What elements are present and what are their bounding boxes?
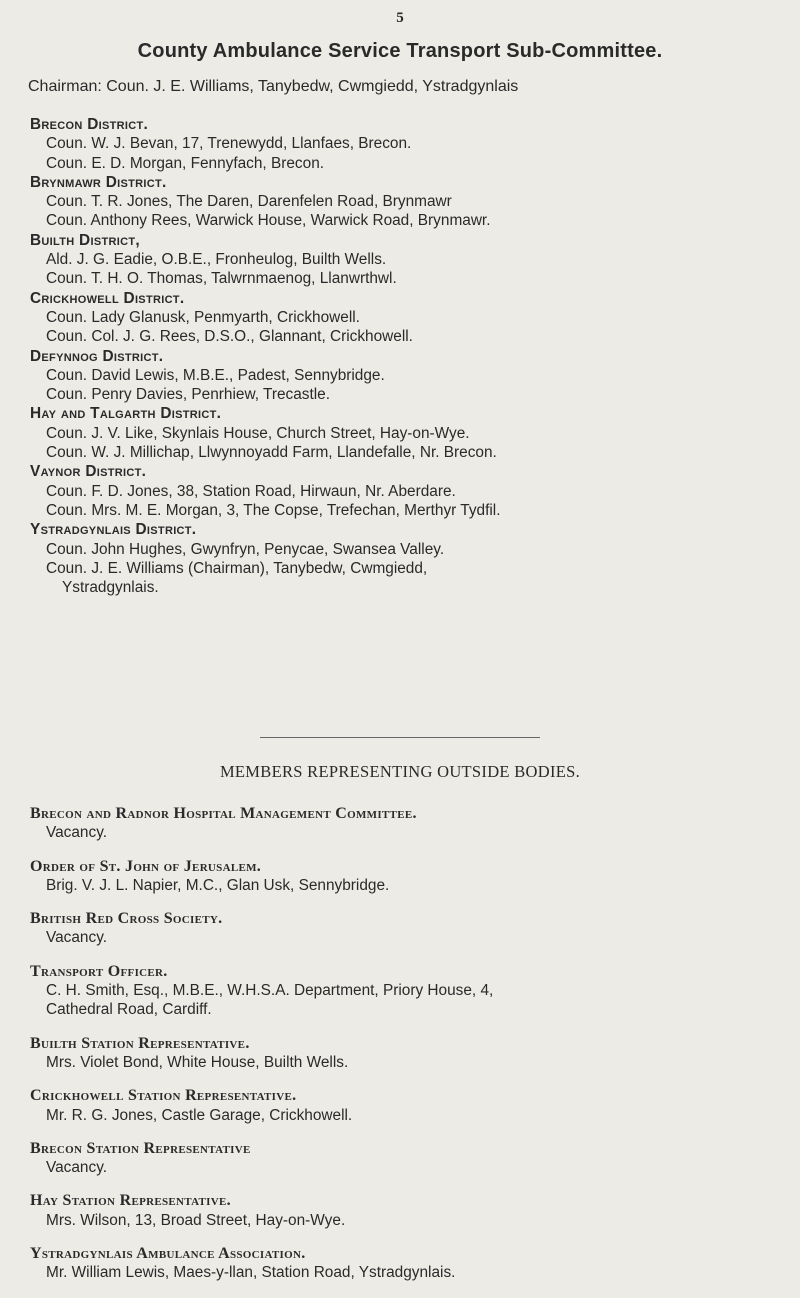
outside-body-line: Brig. V. J. L. Napier, M.C., Glan Usk, Sennybridge. — [46, 876, 390, 894]
outside-body-line: Mr. R. G. Jones, Castle Garage, Crickhowell. — [46, 1106, 353, 1124]
member-entry: Coun. Mrs. M. E. Morgan, 3, The Copse, Trefechan, Merthyr Tydfil. — [46, 501, 501, 519]
district-heading: Ystradgynlais District. — [30, 521, 197, 539]
district-heading: Crickhowell District. — [30, 289, 185, 307]
district-heading: Hay and Talgarth District. — [30, 405, 222, 423]
outside-body — [30, 1034, 790, 1073]
outside-body — [30, 1244, 790, 1283]
outside-body-name: Builth Station Representative. — [30, 1034, 250, 1052]
outside-body — [30, 1139, 790, 1178]
outside-bodies-heading: MEMBERS REPRESENTING OUTSIDE BODIES. — [219, 762, 581, 781]
outside-body-name: Order of St. John of Jerusalem. — [30, 857, 262, 875]
member-entry: Coun. Lady Glanusk, Penmyarth, Crickhowell. — [46, 308, 360, 326]
member-entry-continuation: Ystradgynlais. — [62, 579, 159, 597]
district-ystradgynlais — [30, 520, 790, 597]
member-entry: Coun. W. J. Bevan, 17, Trenewydd, Llanfaes, Brecon. — [46, 135, 412, 153]
district-list — [30, 115, 790, 597]
district-heading: Brynmawr District. — [30, 173, 167, 191]
outside-body-name: Ystradgynlais Ambulance Association. — [30, 1245, 306, 1263]
district-brynmawr — [30, 173, 790, 231]
outside-body — [30, 1086, 790, 1125]
member-entry: Coun. J. E. Williams (Chairman), Tanybedw, Cwmgiedd, — [46, 559, 428, 577]
outside-body-name: Brecon Station Representative — [30, 1139, 251, 1157]
outside-body-name: Brecon and Radnor Hospital Management Committee. — [30, 805, 417, 822]
section-divider — [260, 737, 540, 738]
outside-body — [30, 909, 790, 948]
outside-body — [30, 962, 790, 1020]
member-entry: Coun. John Hughes, Gwynfryn, Penycae, Swansea Valley. — [46, 540, 445, 558]
outside-body — [30, 857, 790, 896]
outside-body-name: Transport Officer. — [30, 962, 168, 980]
member-entry: Ald. J. G. Eadie, O.B.E., Fronheulog, Builth Wells. — [46, 251, 387, 269]
member-entry: Coun. Penry Davies, Penrhiew, Trecastle. — [46, 386, 331, 404]
member-entry: Coun. J. V. Like, Skynlais House, Church Street, Hay-on-Wye. — [46, 424, 470, 442]
district-vaynor — [30, 462, 790, 520]
district-heading: Builth District, — [30, 231, 140, 249]
outside-body-line: Vacancy. — [46, 824, 108, 842]
outside-body-line: Vacancy. — [46, 1159, 108, 1177]
outside-body — [30, 804, 790, 843]
outside-body-name: Crickhowell Station Representative. — [30, 1087, 297, 1105]
district-defynnog — [30, 347, 790, 405]
outside-body-line: Vacancy. — [46, 929, 108, 947]
outside-body — [30, 1191, 790, 1230]
district-heading: Vaynor District. — [30, 463, 147, 481]
member-entry: Coun. T. R. Jones, The Daren, Darenfelen Road, Brynmawr — [46, 193, 452, 211]
district-heading: Defynnog District. — [30, 347, 164, 365]
outside-body-line: Cathedral Road, Cardiff. — [46, 1001, 212, 1019]
chairman-line: Chairman: Coun. J. E. Williams, Tanybedw, Cwmgiedd, Ystradgynlais — [28, 78, 519, 95]
outside-body-name: Hay Station Representative. — [30, 1192, 231, 1210]
outside-body-line: Mrs. Wilson, 13, Broad Street, Hay-on-Wye. — [46, 1211, 346, 1229]
member-entry: Coun. Anthony Rees, Warwick House, Warwick Road, Brynmawr. — [46, 212, 491, 230]
outside-body-line: Mrs. Violet Bond, White House, Builth Wells. — [46, 1053, 349, 1071]
outside-body-name: British Red Cross Society. — [30, 910, 223, 928]
member-entry: Coun. David Lewis, M.B.E., Padest, Sennybridge. — [46, 366, 385, 384]
district-builth — [30, 231, 790, 289]
member-entry: Coun. W. J. Millichap, Llwynnoyadd Farm, Llandefalle, Nr. Brecon. — [46, 444, 497, 462]
district-hay-talgarth — [30, 404, 790, 462]
outside-body-line: C. H. Smith, Esq., M.B.E., W.H.S.A. Department, Priory House, 4, — [46, 982, 494, 1000]
page-number: 5 — [396, 10, 404, 26]
member-entry: Coun. T. H. O. Thomas, Talwrnmaenog, Llanwrthwl. — [46, 270, 397, 288]
page-title: County Ambulance Service Transport Sub-Committee. — [137, 40, 663, 62]
district-heading: Brecon District. — [30, 116, 149, 133]
member-entry: Coun. F. D. Jones, 38, Station Road, Hirwaun, Nr. Aberdare. — [46, 482, 456, 500]
district-crickhowell — [30, 289, 790, 347]
outside-body-line: Mr. William Lewis, Maes-y-llan, Station Road, Ystradgynlais. — [46, 1264, 456, 1282]
member-entry: Coun. E. D. Morgan, Fennyfach, Brecon. — [46, 154, 325, 172]
member-entry: Coun. Col. J. G. Rees, D.S.O., Glannant, Crickhowell. — [46, 328, 413, 346]
outside-bodies-list — [30, 804, 790, 1297]
district-brecon — [30, 115, 790, 173]
